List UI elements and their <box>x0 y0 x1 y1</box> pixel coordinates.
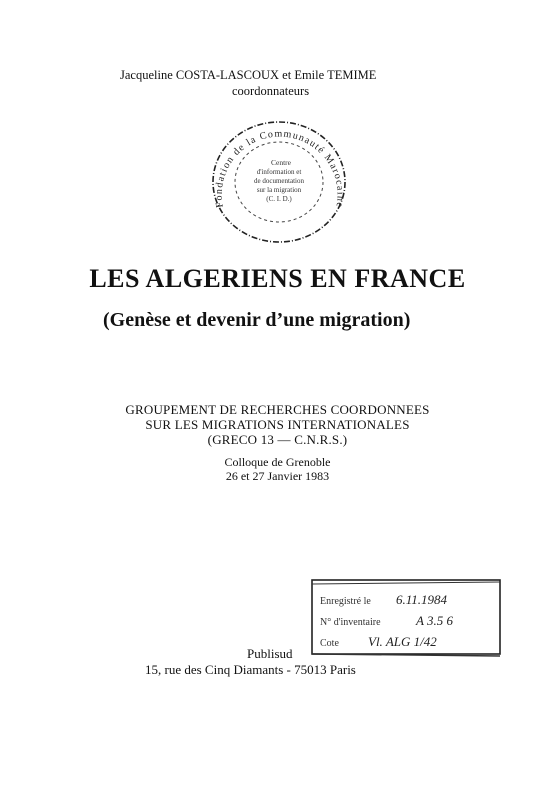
stamp-value: 6.11.1984 <box>396 592 448 607</box>
stamp-label: Cote <box>320 638 339 649</box>
stamp-ring-text: Fondation de la Communauté Marocaine <box>213 128 346 209</box>
stamp-label: Enregistré le <box>320 596 371 607</box>
research-group-line: (GRECO 13 — C.N.R.S.) <box>207 432 348 447</box>
stamp-value: Vl. ALG 1/42 <box>368 634 437 649</box>
stamp-center-line: de documentation <box>254 177 304 185</box>
publisher-address: 15, rue des Cinq Diamants - 75013 Paris <box>145 662 356 677</box>
stamp-center-line: Centre <box>271 158 291 167</box>
library-stamp <box>203 112 353 252</box>
colloque-line: 26 et 27 Janvier 1983 <box>225 469 330 483</box>
registration-stamp <box>308 576 504 660</box>
colloque-info <box>0 455 555 483</box>
authors-role: coordonnateurs <box>232 84 310 98</box>
research-group-line: GROUPEMENT DE RECHERCHES COORDONNEES <box>125 402 430 417</box>
authors-line: Jacqueline COSTA-LASCOUX et Emile TEMIME <box>120 68 377 82</box>
stamp-center-line: (C. I. D.) <box>266 195 292 203</box>
stamp-value: A 3.5 6 <box>416 613 453 628</box>
stamp-center-line: d'information et <box>256 168 302 176</box>
publisher-name: Publisud <box>247 646 293 661</box>
page-subtitle: (Genèse et devenir d’une migration) <box>103 309 411 331</box>
page-title: LES ALGERIENS EN FRANCE <box>89 264 466 293</box>
research-group <box>0 402 555 447</box>
research-group-line: SUR LES MIGRATIONS INTERNATIONALES <box>145 417 410 432</box>
stamp-label: N° d'inventaire <box>320 617 381 628</box>
stamp-center-line: sur la migration <box>256 186 302 194</box>
colloque-line: Colloque de Grenoble <box>224 455 331 469</box>
